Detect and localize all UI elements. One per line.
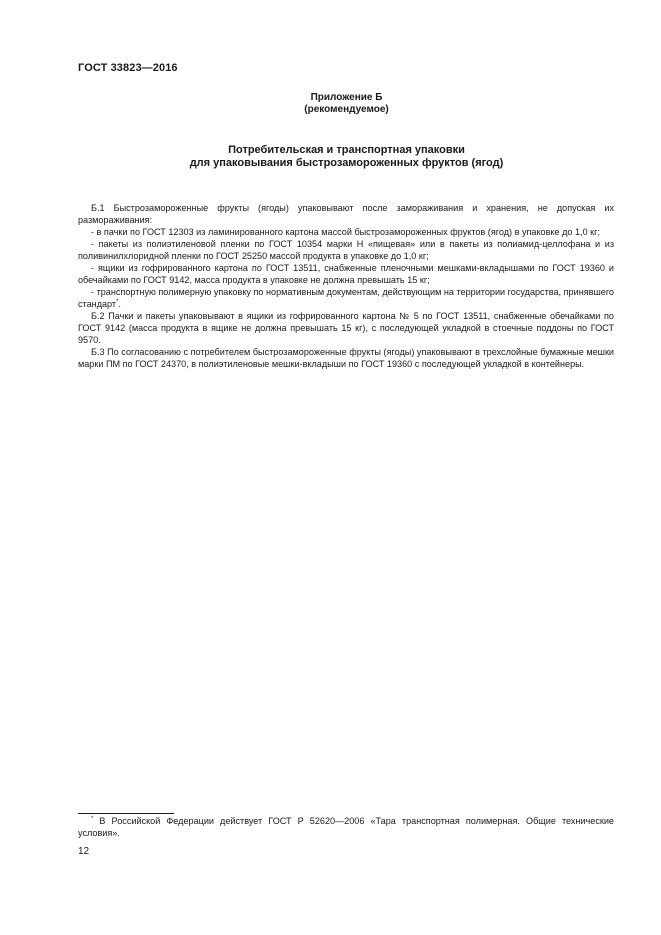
- body-text: [78, 202, 614, 370]
- paragraph-b3: Б.3 По согласованию с потребителем быстрозамороженные фрукты (ягоды) упаковывают в трехслойные бумажные мешки марки ПМ по ГОСТ 24370, в полиэтиленовые мешки-вкладыши по ГОСТ 19360 с последующей укладкой в контейнеры.: [78, 347, 614, 369]
- section-title: [78, 144, 615, 170]
- paragraph-b2: Б.2 Пачки и пакеты упаковывают в ящики из гофрированного картона № 5 по ГОСТ 13511, снабженные обечайками по ГОСТ 9142 (масса продукта в ящике не должна превышать 15 кг), с последующей укладкой в стоечные поддоны по ГОСТ 9570.: [78, 311, 614, 345]
- list-item-polymer-text: - транспортную полимерную упаковку по нормативным документам, действующим на территории государства, принявшего стандарт: [78, 287, 614, 309]
- footnote-reference: *: [116, 298, 119, 305]
- list-item-cardboard-packs: - в пачки по ГОСТ 12303 из ламинированного картона массой быстрозамороженных фруктов (ягод) в упаковке до 1,0 кг;: [91, 227, 600, 237]
- footnote: [78, 815, 614, 839]
- footnote-text: В Российской Федерации действует ГОСТ Р 52620—2006 «Тара транспортная полимерная. Общие технические условия».: [78, 816, 614, 838]
- paragraph-b1: Б.1 Быстрозамороженные фрукты (ягоды) упаковывают после замораживания и хранения, не допуская их размораживания:: [78, 203, 614, 225]
- page-number: 12: [78, 846, 90, 857]
- footnote-mark: *: [91, 815, 94, 822]
- section-title-line-1: Потребительская и транспортная упаковки: [228, 144, 465, 156]
- document-header: ГОСТ 33823—2016: [78, 62, 178, 74]
- list-item-polymer-packaging: [78, 286, 614, 310]
- list-item-corrugated-boxes: - ящики из гофрированного картона по ГОСТ 13511, снабженные пленочными мешками-вкладышами по ГОСТ 19360 и обечайками по ГОСТ 9142, масса продукта в упаковке не должна превышать 15 кг;: [78, 263, 614, 285]
- list-item-polymer-end: .: [118, 299, 121, 309]
- list-item-film-bags: - пакеты из полиэтиленовой пленки по ГОСТ 10354 марки Н «пищевая» или в пакеты из полиамид-целлофана и из поливинилхлоридной пленки по ГОСТ 25250 массой продукта в упаковке до 1,0 кг;: [78, 239, 614, 261]
- appendix-status: (рекомендуемое): [304, 104, 389, 115]
- appendix-title: Приложение Б: [310, 92, 383, 103]
- section-title-line-2: для упаковывания быстрозамороженных фруктов (ягод): [189, 157, 504, 169]
- appendix-heading: [78, 92, 615, 116]
- footnote-divider: [78, 813, 174, 814]
